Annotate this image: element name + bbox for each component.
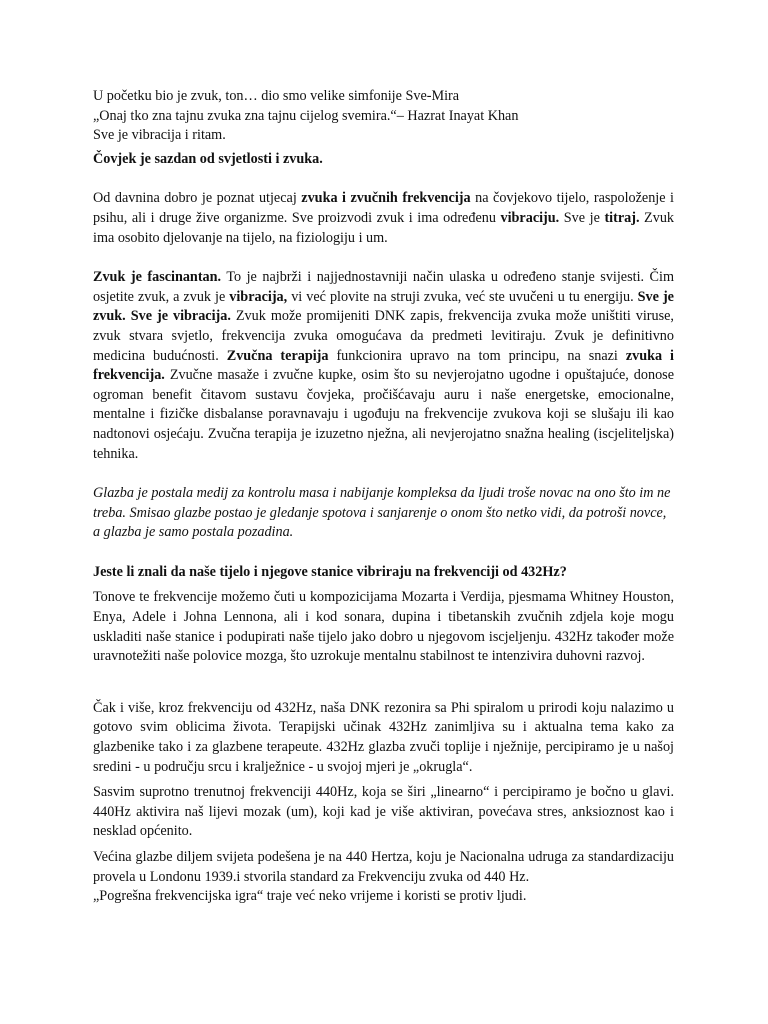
italic-quote-paragraph: Glazba je postala medij za kontrolu masa i nabijanje kompleksa da ljudi troše novac na ono što im ne treba. Smisao glazbe postao je gledanje spotova i sanjarenje o onom što netko vidi, da potroši novce, a glazba je samo postala pozadina.	[93, 485, 671, 541]
question-heading: Jeste li znali da naše tijelo i njegove stanice vibriraju na frekvenciji od 432Hz?	[93, 563, 567, 580]
p1-bold-2: vibraciju.	[500, 209, 560, 226]
document-body	[93, 87, 674, 907]
p2-text-2: vi već plovite na struji zvuka, već ste uvučeni u tu energiju.	[287, 288, 638, 305]
p1-text-2: na čovjekovo tijelo, raspoloženje i psihu, ali i druge žive organizme. Sve proizvodi zvuk i ima određenu	[93, 190, 674, 226]
p2-text-1: To je najbrži i najjednostavniji način ulaska u određeno stanje svijesti. Čim osjetite zvuk, a zvuk je	[93, 269, 674, 305]
p1-text-3: Sve je	[559, 209, 605, 226]
paragraph-3: Tonove te frekvencije možemo čuti u kompozicijama Mozarta i Verdija, pjesmama Whitney Houston, Enya, Adele i Johna Lennona, ali i kod sonara, dupina i tibetanskih zvučnih zdjela koje mogu uskladiti naše stanice i podupirati naše tijelo jako dobro u njegovom iscjeljenju. 432Hz također može uravnotežiti naše polovice mozga, što uzrokuje mentalnu stabilnost te intenzivira duhovni razvoj.	[93, 589, 674, 665]
paragraph-4: Čak i više, kroz frekvenciju od 432Hz, naša DNK rezonira sa Phi spiralom u prirodi koju nalazimo u gotovo svim oblicima života. Terapijski učinak 432Hz zanimljiva su i aktualna tema kako za glazbenike tako i za glazbene terapeute. 432Hz glazba zvuči toplije i nježnije, percipiramo je u našoj sredini - u području srcu i kralježnice - u svojoj mjeri je „okrugla“.	[93, 699, 674, 775]
p1-text-4: Zvuk ima osobito djelovanje na tijelo, na fiziologiju i um.	[93, 209, 675, 246]
intro-quote-line: „Onaj tko zna tajnu zvuka zna tajnu cijelog svemira.“– Hazrat Inayat Khan	[93, 107, 519, 124]
paragraph-1	[93, 189, 674, 248]
p2-text-3: Zvuk može promijeniti DNK zapis, frekvencija zvuka može uništiti viruse, zvuk stvara svjetlo, frekvencija zvuka omogućava da predmeti levitiraju. Zvuk je definitivno medicina budućnosti.	[93, 308, 674, 364]
paragraph-2	[93, 268, 674, 464]
p2-bold-5: zvuka i frekvencija.	[93, 347, 674, 384]
p2-text-5: Zvučne masaže i zvučne kupke, osim što su nevjerojatno ugodne i opuštajuće, donose ogroman benefit čitavom sustavu čovjeka, pročišćavaju auru i naše energetske, emocionalne, mentalne i fizičke disbalanse poravnavaju i ugođuju na frekvencije zvukova koji se slušaju ili kao nadtonovi osjećaju. Zvučna terapija je izuzetno nježna, ali nevjerojatno snažna healing (iscjeliteljska) tehnika.	[93, 367, 674, 462]
p2-bold-4: Zvučna terapija	[226, 347, 329, 364]
p2-bold-3: Sve je zvuk. Sve je vibracija.	[93, 288, 674, 325]
section-heading: Čovjek je sazdan od svjetlosti i zvuka.	[93, 150, 323, 167]
p1-bold-3: titraj.	[604, 209, 640, 226]
p1-bold-1: zvuka i zvučnih frekvencija	[301, 190, 471, 207]
p2-bold-2: vibracija,	[229, 288, 288, 305]
p1-text-1: Od davnina dobro je poznat utjecaj	[93, 190, 302, 207]
p2-bold-1: Zvuk je fascinantan.	[93, 269, 222, 286]
paragraph-6: Većina glazbe diljem svijeta podešena je na 440 Hertza, koju je Nacionalna udruga za standardizaciju provela u Londonu 1939.i stvorila standard za Frekvenciju zvuka od 440 Hz.	[93, 849, 674, 885]
paragraph-6-last-line: „Pogrešna frekvencijska igra“ traje već neko vrijeme i koristi se protiv ljudi.	[93, 888, 527, 905]
p2-text-4: funkcionira upravo na tom principu, na snazi	[328, 347, 626, 364]
intro-line-3: Sve je vibracija i ritam.	[93, 127, 226, 144]
paragraph-5: Sasvim suprotno trenutnoj frekvenciji 440Hz, koja se širi „linearno“ i percipiramo je bočno u glavi. 440Hz aktivira naš lijevi mozak (um), koji kad je više aktiviran, povećava stres, anksioznost kao i nesklad općenito.	[93, 784, 674, 840]
intro-line-1: U početku bio je zvuk, ton… dio smo velike simfonije Sve-Mira	[93, 88, 460, 104]
